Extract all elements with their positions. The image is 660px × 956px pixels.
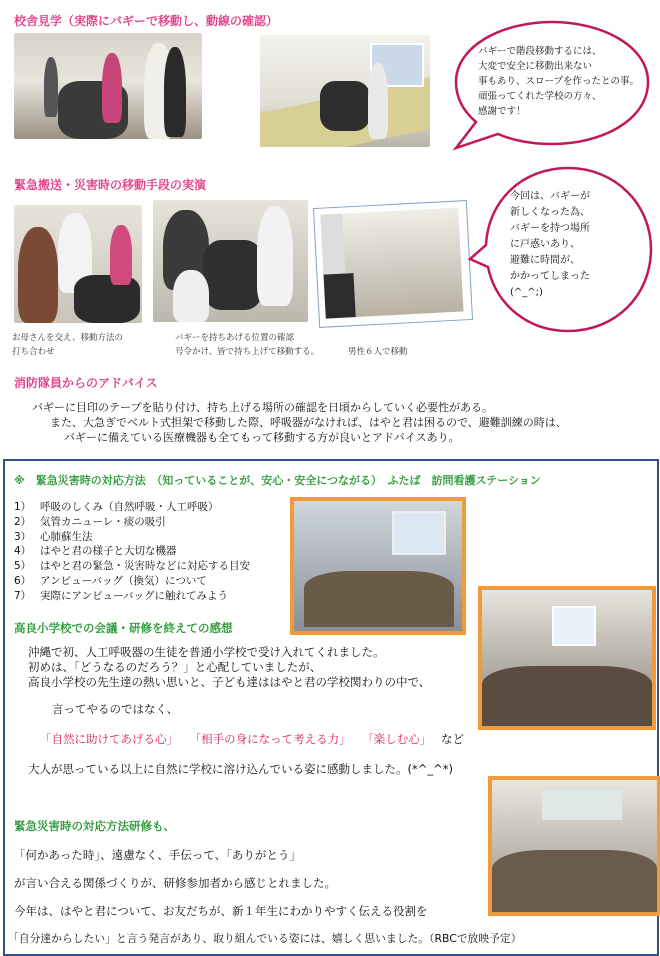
bubble-text-slope: バギーで階段移動するには、 大変で安全に移動出来ない 事もあり、スロープを作ったとの事。 頑張ってくれた学校の方々、 感謝です！	[478, 46, 640, 117]
box-heading: ※ 緊急災害時の対応方法 （知っていることが、安心・安全につながる） ふたば 訪問看護ステーション	[14, 474, 541, 487]
caption-six-men: 男性６人で移動	[348, 347, 408, 357]
impression-line-5: 大人が思っている以上に自然に学校に溶け込んでいる姿に感動しました。(*^_^*)	[28, 762, 453, 776]
quotes-line	[40, 732, 464, 747]
speech-bubble-buggy	[476, 165, 654, 335]
photo-lifting-practice	[153, 200, 308, 322]
photo-stairs-frame	[313, 200, 473, 328]
quotes-suffix: など	[440, 732, 464, 746]
photo-tour-hallway	[14, 33, 202, 139]
section-heading-evacuation: 緊急搬送・災害時の移動手段の実演	[14, 178, 207, 192]
photo-stairs	[320, 208, 463, 319]
bubble-text-buggy: 今回は、バギーが 新しくなった為、 バギーを持つ場所 に戸惑いあり、 避難に時間が、 かかってしまった (^_^;)	[510, 191, 590, 298]
advice-line-1: バギーに目印のテープを貼り付け、持ち上げる場所の確認を日頃からしていく必要性がある。	[32, 401, 494, 414]
quote-enjoy: 「楽しむ心」	[362, 732, 432, 746]
photo-slope	[260, 35, 430, 147]
list-item: 2） 気管カニューレ・痰の吸引	[14, 515, 166, 528]
photo-classroom-lecture-1	[290, 497, 466, 635]
topic-list	[14, 500, 250, 604]
quote-empathy: 「相手の身になって考える力」	[189, 732, 351, 746]
training-line-3: 今年は、はやと君について、お友だちが、新１年生にわかりやすく伝える役割を	[14, 904, 428, 918]
list-item: 1） 呼吸のしくみ（自然呼吸・人工呼吸）	[14, 501, 219, 513]
quote-help: 「自然に助けてあげる心」	[40, 732, 178, 746]
impression-line-2: 初めは、「どうなるのだろう？」と心配していましたが、	[28, 660, 322, 674]
speech-bubble-slope	[452, 18, 652, 148]
training-heading: 緊急災害時の対応方法研修も、	[14, 819, 175, 833]
section-heading-firefighter: 消防隊員からのアドバイス	[14, 376, 158, 390]
list-item: 7） 実際にアンビューバッグに触れてみよう	[14, 589, 229, 602]
impression-line-1: 沖縄で初、人工呼吸器の生徒を普通小学校で受け入れてくれました。	[28, 645, 385, 659]
training-line-2: が言い合える関係づくりが、研修参加者から感じとれました。	[14, 876, 336, 890]
caption-meeting: お母さんを交え、移動方法の 打ち合わせ	[12, 333, 124, 357]
list-item: 6） アンビューバッグ（換気）について	[14, 574, 207, 587]
sub-heading-impressions: 高良小学校での会議・研修を終えての感想	[14, 621, 233, 635]
list-item: 5） はやと君の緊急・災害時などに対応する目安	[14, 560, 250, 573]
advice-line-2: また、大急ぎでベルト式担架で移動した際、呼吸器がなければ、はやと君は困るので、避難訓練の時は、	[50, 416, 567, 429]
training-line-1: 「何かあった時」、遠慮なく、手伝って、「ありがとう」	[14, 848, 301, 862]
list-item: 4） はやと君の様子と大切な機器	[14, 545, 177, 558]
section-heading-tour: 校舎見学（実際にバギーで移動し、動線の確認）	[14, 14, 279, 28]
training-line-4: 「自分達からしたい」と言う発言があり、取り組んでいる姿には、嬉しく思いました。（RBCで放映予定）	[8, 932, 522, 945]
impression-line-4: 言ってやるのではなく、	[52, 702, 179, 716]
photo-classroom-group	[488, 776, 660, 916]
list-item: 3） 心肺蘇生法	[14, 530, 93, 543]
photo-classroom-lecture-2	[478, 586, 656, 730]
advice-line-3: バギーに備えている医療機器も全てもって移動する方が良いとアドバイスあり。	[64, 431, 460, 444]
caption-lifting: バギーを持ちあげる位置の確認 号令かけ、皆で持ち上げて移動する。	[175, 333, 320, 357]
impression-line-3: 高良小学校の先生達の熱い思いと、子ども達ははやと君の学校関わりの中で、	[28, 675, 431, 689]
photo-meeting-mother	[14, 205, 142, 323]
